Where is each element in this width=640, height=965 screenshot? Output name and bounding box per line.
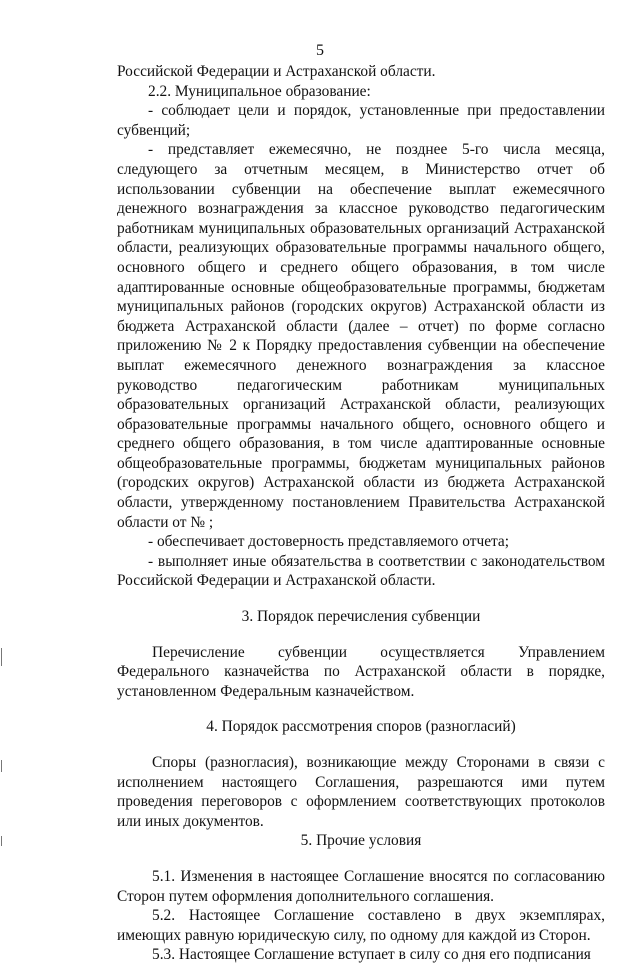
paragraph: Российской Федерации и Астраханской области. [117, 63, 436, 80]
paragraph: Перечисление субвенции осуществляется Управлением Федерального казначейства по Астраханской области в порядке, установленном Федеральным казначейством. [117, 643, 605, 700]
paragraph: 5.3. Настоящее Соглашение вступает в силу со дня его подписания [152, 946, 591, 964]
scan-margin-mark [1, 760, 2, 772]
scan-margin-mark [1, 648, 2, 666]
paragraph: - представляет ежемесячно, не позднее 5-го числа месяца, следующего за отчетным месяцем, в Министерство отчет об использовании субвенции на обеспечение выплат ежемесячного денежного вознаграждения за классное руководство педагогическим работникам муниципальных образовательных организаций Астраханской области, реализующих образовательные программы начального общего, основного общего и среднего общего образования, в том числе адаптированные основные общеобразовательные программы, бюджетам муниципальных районов (городских округов) Астраханской области из бюджета Астраханской области (далее – отчет) по форме согласно приложению № 2 к Порядку предоставления субвенции на обеспечение выплат ежемесячного денежного вознаграждения за классное руководство педагогическим работникам муниципальных образовательных организаций Астраханской области, реализующих образовательные программы начального общего, основного общего и среднего общего образования, в том числе адаптированные основные общеобразовательные программы, бюджетам муниципальных районов (городских округов) Астраханской области из бюджета Астраханской области, утвержденному постановлением Правительства Астраханской области от № ; [117, 141, 605, 531]
spacer [117, 591, 605, 607]
paragraph: - выполняет иные обязательства в соответствии с законодательством Российской Федерации и Астраханской области. [117, 552, 605, 590]
spacer [117, 737, 605, 753]
paragraph: - соблюдает цели и порядок, установленные при предоставлении субвенций; [117, 102, 605, 139]
spacer [117, 627, 605, 643]
section-2-2-title: 2.2. Муниципальное образование: [148, 82, 371, 100]
paragraph: 5.2. Настоящее Соглашение составлено в двух экземплярах, имеющих равную юридическую силу, по одному для каждой из Сторон. [117, 907, 605, 944]
paragraph: - обеспечивает достоверность представляемого отчета; [148, 533, 510, 551]
spacer [117, 701, 605, 717]
section-3-heading: 3. Порядок перечисления субвенции [241, 608, 481, 626]
section-4-heading: 4. Порядок рассмотрения споров (разногласий) [206, 718, 516, 736]
page-number: 5 [316, 42, 324, 59]
scan-margin-mark [1, 836, 2, 846]
document-body [117, 62, 605, 965]
spacer [117, 851, 605, 867]
paragraph: Споры (разногласия), возникающие между Сторонами в связи с исполнением настоящего Соглашения, разрешаются ими путем проведения переговоров с оформлением соответствующих протоколов или иных документов. [117, 754, 605, 830]
section-5-heading: 5. Прочие условия [300, 832, 422, 850]
paragraph: 5.1. Изменения в настоящее Соглашение вносятся по согласованию Сторон путем оформления дополнительного соглашения. [117, 867, 605, 905]
